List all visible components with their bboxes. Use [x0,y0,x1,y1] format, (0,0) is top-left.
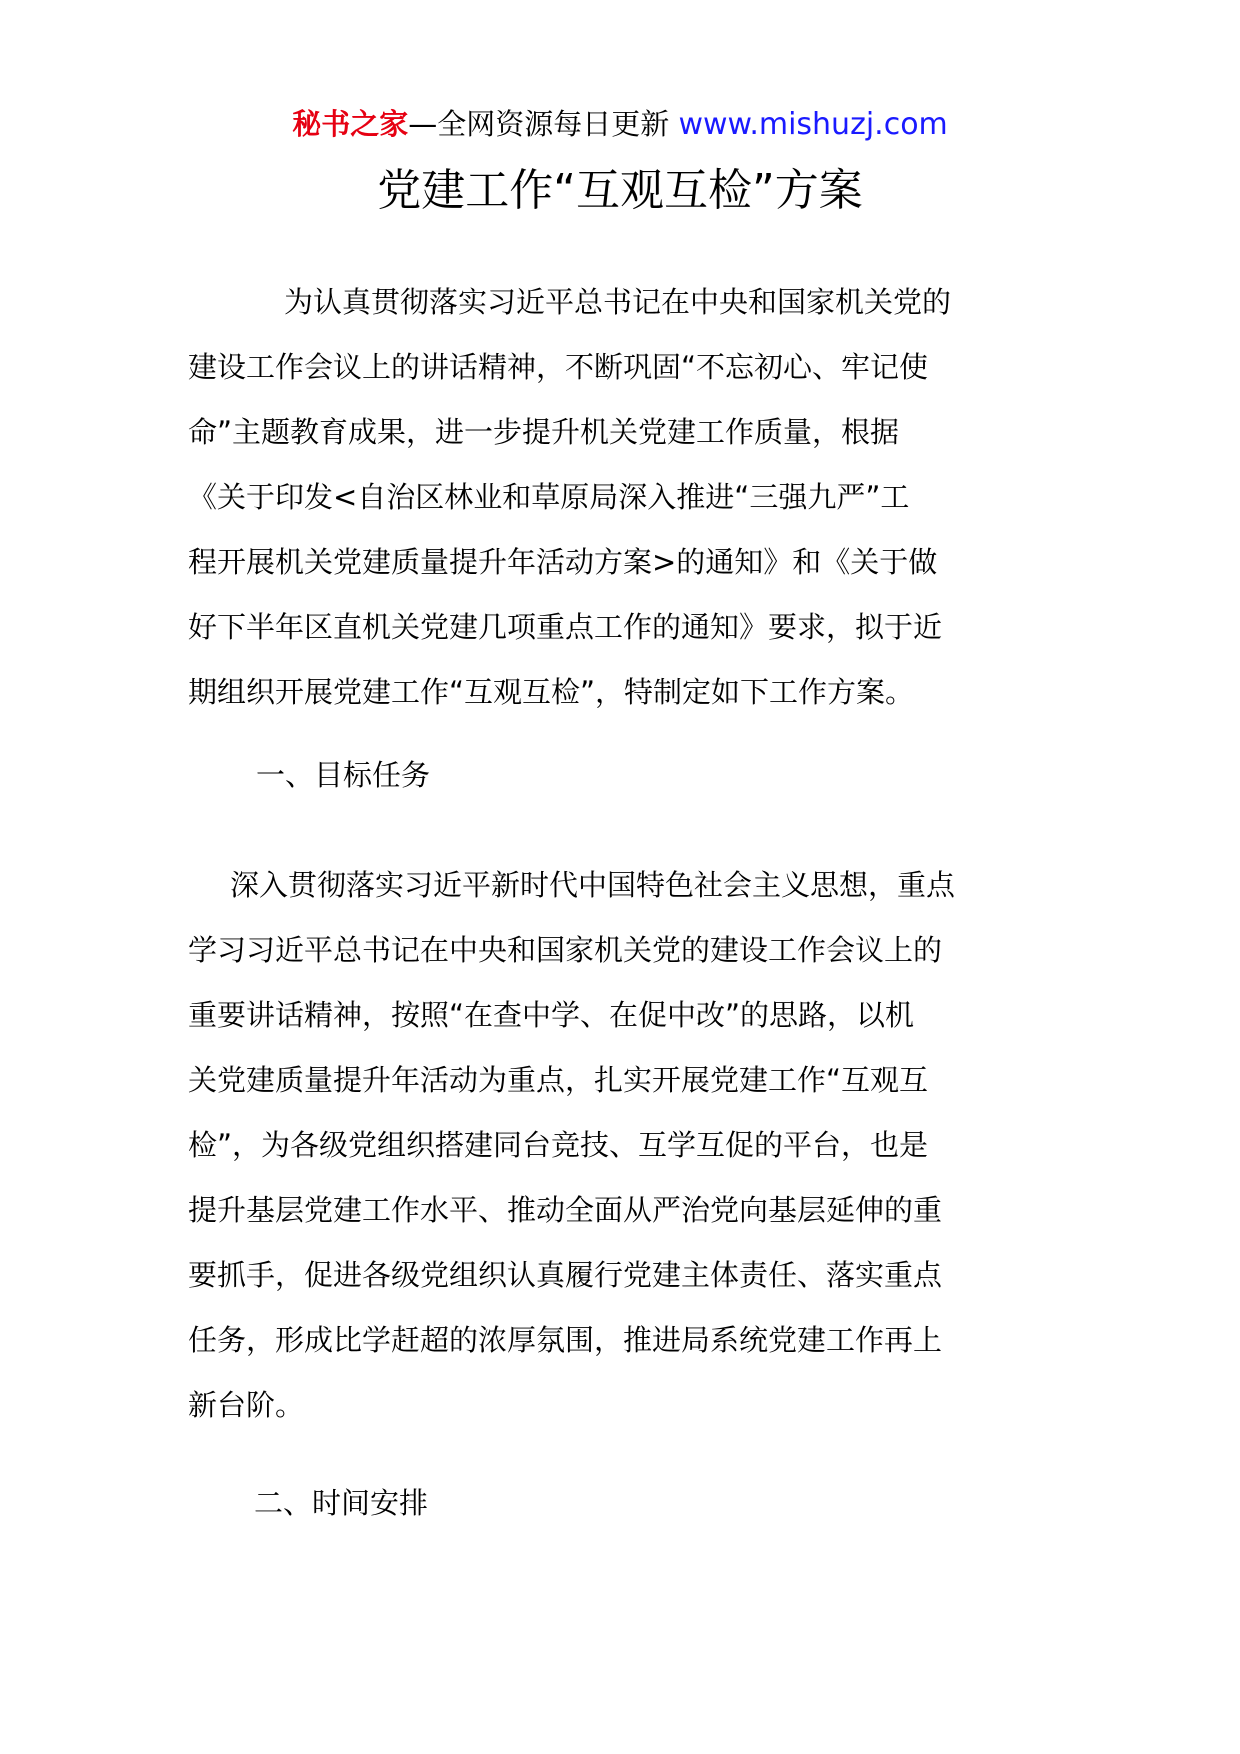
text-line: 要抓手，促进各级党组织认真履行党建主体责任、落实重点 [188,1258,943,1292]
text-line: 《关于印发<自治区林业和草原局深入推进“三强九严”工 [188,480,910,514]
text-line: 建设工作会议上的讲话精神，不断巩固“不忘初心、牢记使 [188,350,929,384]
text-line: 深入贯彻落实习近平新时代中国特色社会主义思想，重点 [230,868,956,902]
site-banner [0,104,1240,145]
text-line: 学习习近平总书记在中央和国家机关党的建设工作会议上的 [188,933,943,967]
goals-paragraph [188,853,1048,1438]
text-line: 命”主题教育成果，进一步提升机关党建工作质量，根据 [188,415,900,449]
text-line: 程开展机关党建质量提升年活动方案>的通知》和《关于做 [188,545,938,579]
intro-paragraph [188,270,1048,725]
brand-name: 秘书之家 [292,107,409,141]
text-line: 为认真贯彻落实习近平总书记在中央和国家机关党的 [284,285,952,319]
text-line: 提升基层党建工作水平、推动全面从严治党向基层延伸的重 [188,1193,943,1227]
text-line: 任务，形成比学赶超的浓厚氛围，推进局系统党建工作再上 [188,1323,943,1357]
text-line: 重要讲话精神，按照“在查中学、在促中改”的思路，以机 [188,998,915,1032]
section-heading-schedule: 二、时间安排 [254,1486,429,1520]
text-line: 新台阶。 [188,1388,305,1422]
text-line: 关党建质量提升年活动为重点，扎实开展党建工作“互观互 [188,1063,929,1097]
text-line: 好下半年区直机关党建几项重点工作的通知》要求，拟于近 [188,610,943,644]
document-title: 党建工作“互观互检”方案 [377,165,863,216]
banner-tagline: —全网资源每日更新 [408,107,679,141]
text-line: 期组织开展党建工作“互观互检”，特制定如下工作方案。 [188,675,915,709]
site-link[interactable]: www.mishuzj.com [678,107,948,142]
section-heading-goals: 一、目标任务 [256,758,431,792]
text-line: 检”，为各级党组织搭建同台竞技、互学互促的平台，也是 [188,1128,929,1162]
